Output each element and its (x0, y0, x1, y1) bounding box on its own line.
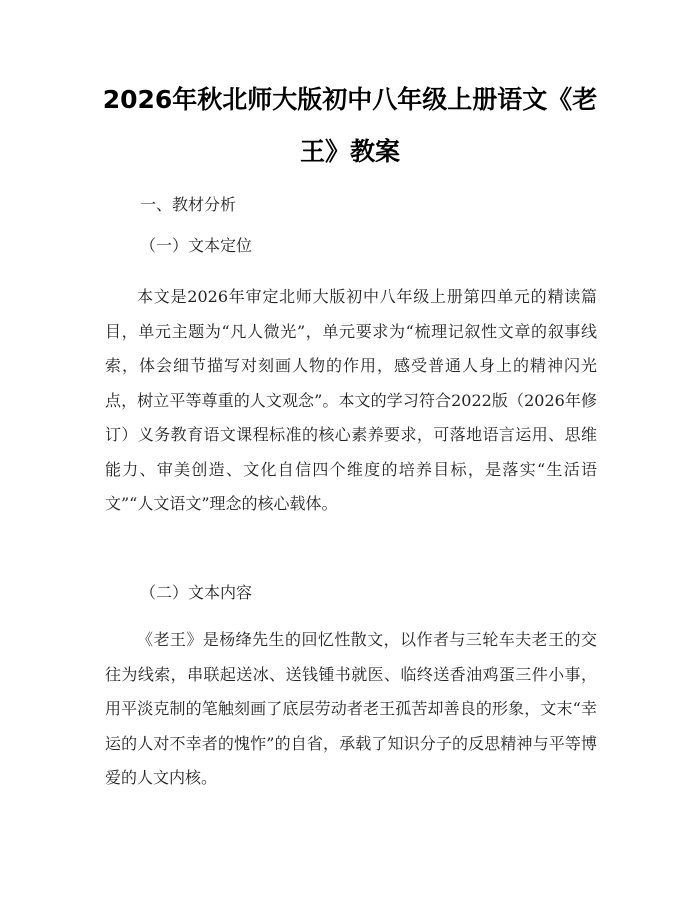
section-heading-text-positioning: （一）文本定位 (140, 236, 253, 255)
section-heading-materials-analysis: 一、教材分析 (140, 195, 237, 214)
paragraph-text-positioning: 本文是2026年审定北师大版初中八年级上册第四单元的精读篇目，单元主题为“凡人微光”，单元要求为“梳理记叙性文章的叙事线索，体会细节描写对刻画人物的作用，感受普通人身上的精神闪光点，树立平等尊重的人文观念”。本文的学习符合2022版（2026年修订）义务教育语文课程标准的核心素养要求，可落地语言运用、思维能力、审美创造、文化自信四个维度的培养目标，是落实“生活语文”“人文语文”理念的核心载体。 (105, 287, 597, 513)
section-heading-text-content: （二）文本内容 (140, 583, 253, 602)
paragraph-text-content: 《老王》是杨绛先生的回忆性散文，以作者与三轮车夫老王的交往为线索，串联起送冰、送钱锺书就医、临终送香油鸡蛋三件小事，用平淡克制的笔触刻画了底层劳动者老王孤苦却善良的形象，文末“幸运的人对不幸者的愧怍”的自省，承载了知识分子的反思精神与平等博爱的人文内核。 (105, 630, 597, 787)
document-title: 2026年秋北师大版初中八年级上册语文《老王》教案 (102, 85, 598, 166)
